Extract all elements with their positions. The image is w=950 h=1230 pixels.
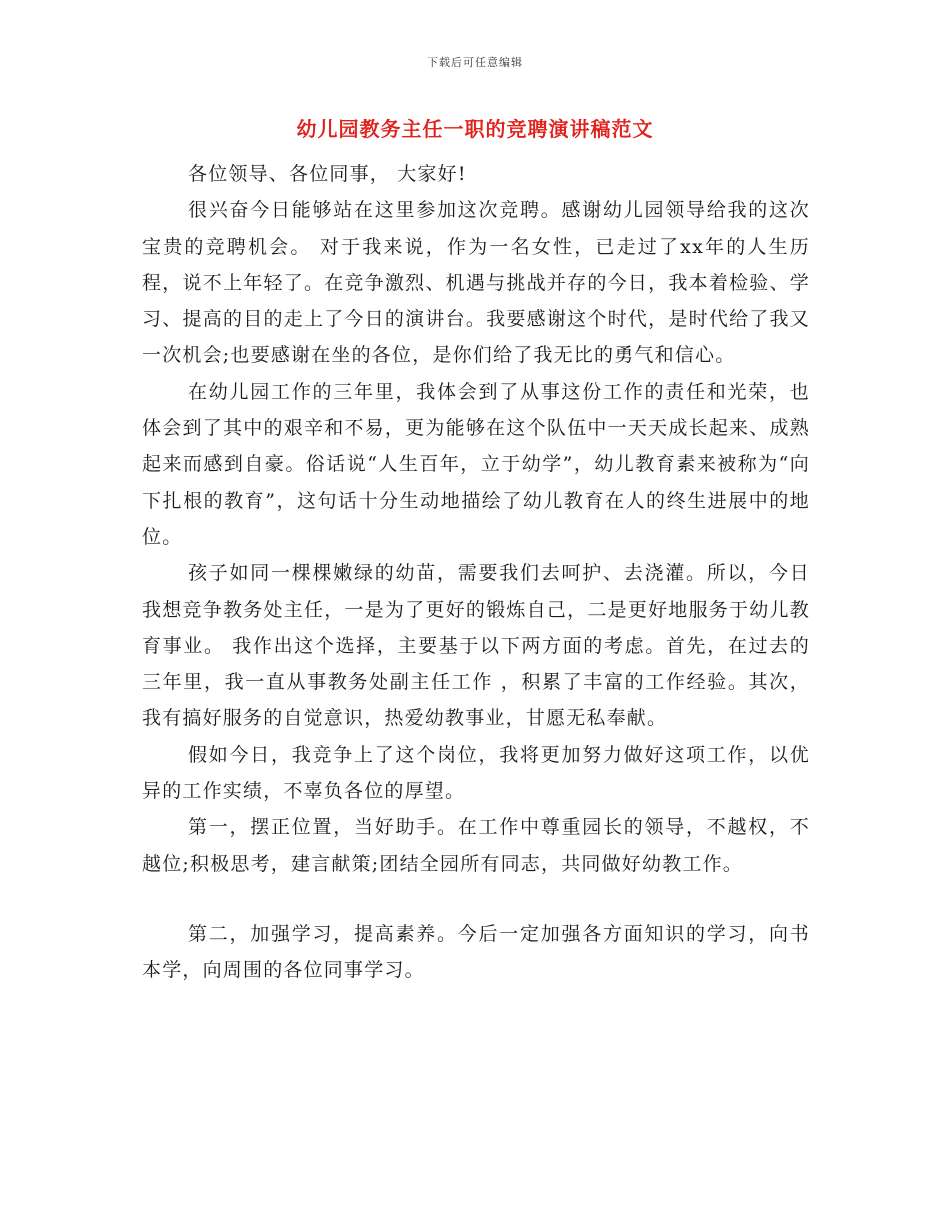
document-body [142,156,810,989]
paragraph-point-one: 第一，摆正位置，当好助手。在工作中尊重园长的领导，不越权，不越位;积极思考，建言献策;团结全园所有同志，共同做好幼教工作。 [142,816,810,875]
paragraph-commitment: 假如今日，我竞争上了这个岗位，我将更加努力做好这项工作，以优异的工作实绩，不辜负各位的厚望。 [142,743,810,803]
page-header-note: 下载后可任意编辑 [427,56,523,69]
document-title: 幼儿园教务主任一职的竞聘演讲稿范文 [296,117,654,141]
paragraph-experience: 在幼儿园工作的三年里，我体会到了从事这份工作的责任和光荣，也体会到了其中的艰辛和不易，更为能够在这个队伍中一天天成长起来、成熟起来而感到自豪。俗话说“人生百年，立于幼学”，幼儿教育素来被称为“向下扎根的教育”，这句话十分生动地描绘了幼儿教育在人的终生进展中的地位。 [142,380,810,548]
paragraph-point-two: 第二，加强学习，提高素养。今后一定加强各方面知识的学习，向书本学，向周围的各位同事学习。 [142,922,810,982]
paragraph-greeting: 各位领导、各位同事， 大家好! [188,163,467,185]
paragraph-opening: 很兴奋今日能够站在这里参加这次竞聘。感谢幼儿园领导给我的这次宝贵的竞聘机会。 对于我来说，作为一名女性，已走过了xx年的人生历程，说不上年轻了。在竞争激烈、机遇与挑战并存的今日，我本着检验、学习、提高的目的走上了今日的演讲台。我要感谢这个时代，是时代给了我又一次机会;也要感谢在坐的各位，是你们给了我无比的勇气和信心。 [142,199,810,367]
paragraph-motivation: 孩子如同一棵棵嫩绿的幼苗，需要我们去呵护、去浇灌。所以，今日我想竞争教务处主任，一是为了更好的锻炼自己，二是更好地服务于幼儿教育事业。 我作出这个选择，主要基于以下两方面的考虑。首先，在过去的三年里，我一直从事教务处副主任工作 ，积累了丰富的工作经验。其次， 我有搞好服务的自觉意识，热爱幼教事业，甘愿无私奉献。 [142,562,810,730]
